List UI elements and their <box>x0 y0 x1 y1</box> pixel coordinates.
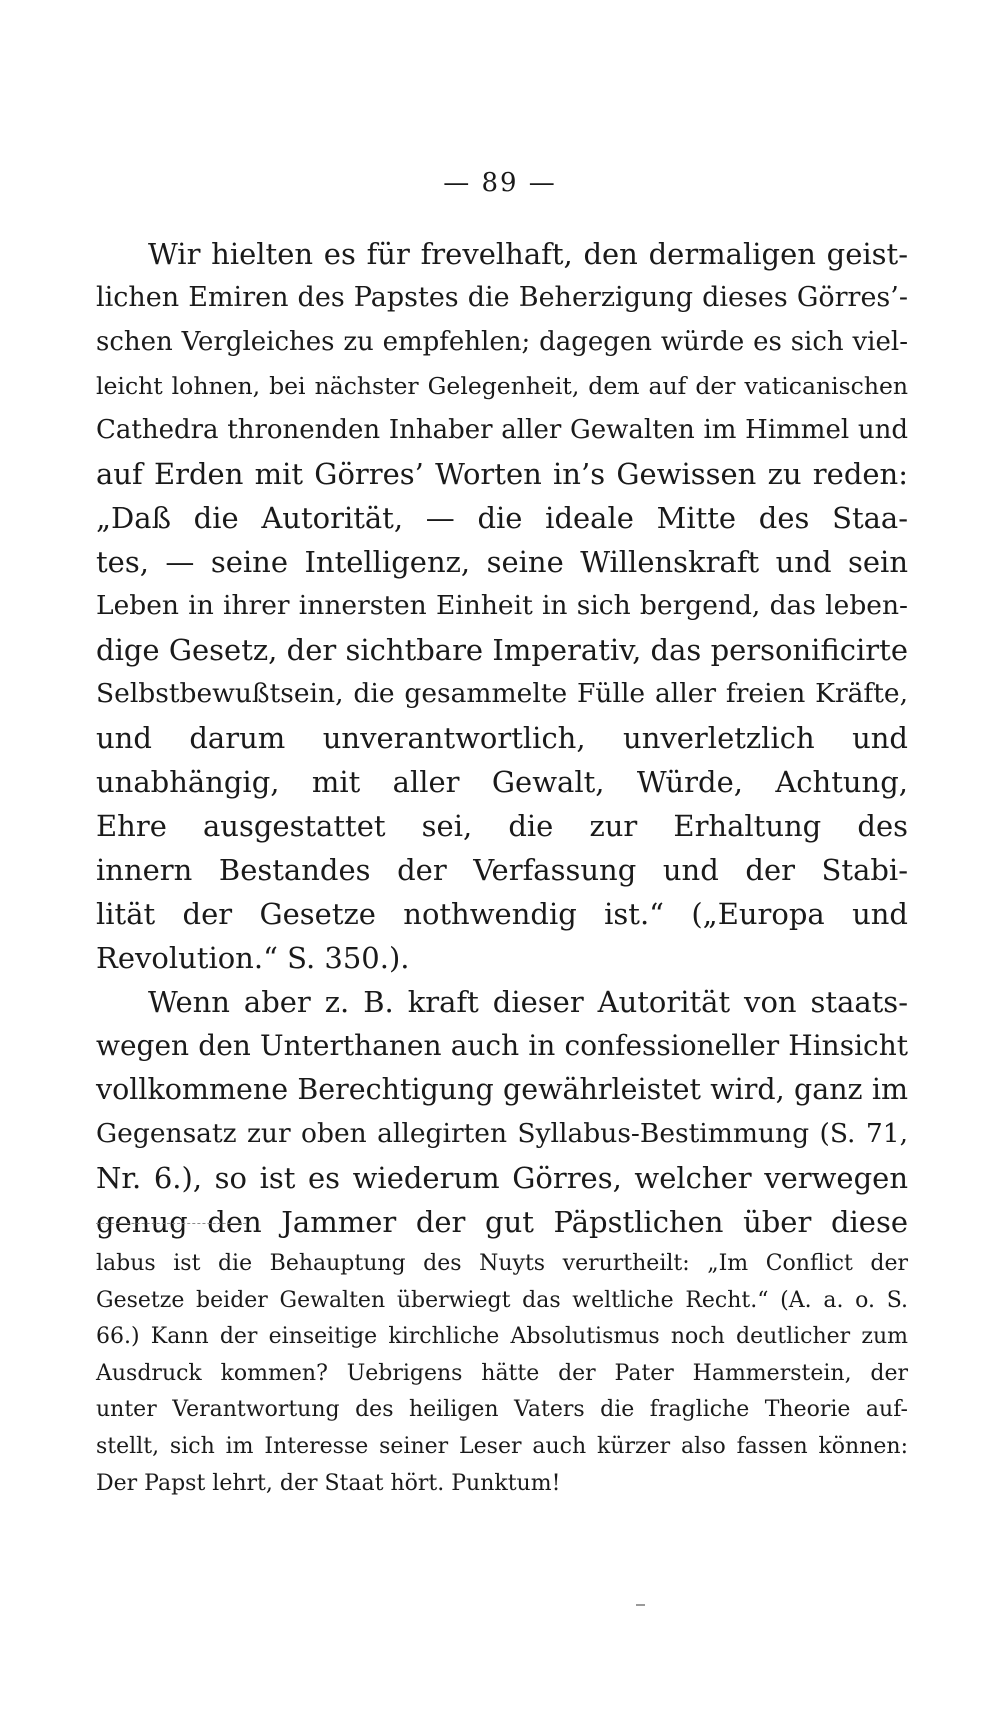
text-line: auf Erden mit Görres’ Worten in’s Gewissen zu reden: <box>96 457 908 491</box>
text-line: Wir hielten es für frevelhaft, den dermaligen geist- <box>148 237 908 271</box>
text-line: lichen Emiren des Papstes die Beherzigung dieses Görres’- <box>96 282 908 313</box>
text-line: lität der Gesetze nothwendig ist.“ („Europa und <box>96 897 908 931</box>
footnote-line: unter Verantwortung des heiligen Vaters die fragliche Theorie auf- <box>96 1397 908 1423</box>
footnote-line: Ausdruck kommen? Uebrigens hätte der Pater Hammerstein, der <box>96 1360 908 1386</box>
text-line: tes, — seine Intelligenz, seine Willenskraft und sein <box>96 545 908 579</box>
text-line: Gegensatz zur oben allegirten Syllabus-Bestimmung (S. 71, <box>96 1118 908 1149</box>
footnote-line: stellt, sich im Interesse seiner Leser auch kürzer also fassen können: <box>96 1433 908 1459</box>
text-line: unabhängig, mit aller Gewalt, Würde, Achtung, <box>96 765 908 799</box>
text-line: wegen den Unterthanen auch in confessioneller Hinsicht <box>96 1029 908 1062</box>
text-line: „Daß die Autorität, — die ideale Mitte des Staa- <box>96 501 908 535</box>
text-line: leicht lohnen, bei nächster Gelegenheit, dem auf der vaticanischen <box>96 372 908 400</box>
footnote-line: labus ist die Behauptung des Nuyts verurtheilt: „Im Conflict der <box>96 1251 908 1276</box>
footnote-line: 66.) Kann der einseitige kirchliche Absolutismus noch deutlicher zum <box>96 1324 908 1350</box>
text-line: dige Gesetz, der sichtbare Imperativ, das personificirte <box>96 633 908 667</box>
footnote <box>96 1246 908 1502</box>
footnote-line: Gesetze beider Gewalten überwiegt das weltliche Recht.“ (A. a. o. S. <box>96 1287 908 1313</box>
text-line: Nr. 6.), so ist es wiederum Görres, welcher verwegen <box>96 1161 908 1195</box>
text-line: Wenn aber z. B. kraft dieser Autorität von staats- <box>148 985 908 1019</box>
text-line: Ehre ausgestattet sei, die zur Erhaltung des <box>96 809 908 843</box>
footnote-line: Der Papst lehrt, der Staat hört. Punktum! <box>96 1470 561 1496</box>
main-text <box>96 232 908 1244</box>
text-line: Revolution.“ S. 350.). <box>96 941 410 975</box>
text-line: und darum unverantwortlich, unverletzlich und <box>96 721 908 755</box>
text-line: vollkommene Berechtigung gewährleistet wird, ganz im <box>96 1073 908 1106</box>
text-line: schen Vergleiches zu empfehlen; dagegen würde es sich viel- <box>96 327 908 357</box>
text-line: Cathedra thronenden Inhaber aller Gewalten im Himmel und <box>96 415 908 445</box>
text-line: genug den Jammer der gut Päpstlichen über diese <box>96 1205 908 1239</box>
text-line: innern Bestandes der Verfassung und der Stabi- <box>96 853 908 887</box>
text-line: Leben in ihrer innersten Einheit in sich bergend, das leben- <box>96 590 908 621</box>
page-number: — 89 — <box>443 168 557 198</box>
footnote-divider <box>96 1223 246 1224</box>
paper-speck <box>636 1604 645 1606</box>
text-line: Selbstbewußtsein, die gesammelte Fülle aller freien Kräfte, <box>96 678 908 709</box>
